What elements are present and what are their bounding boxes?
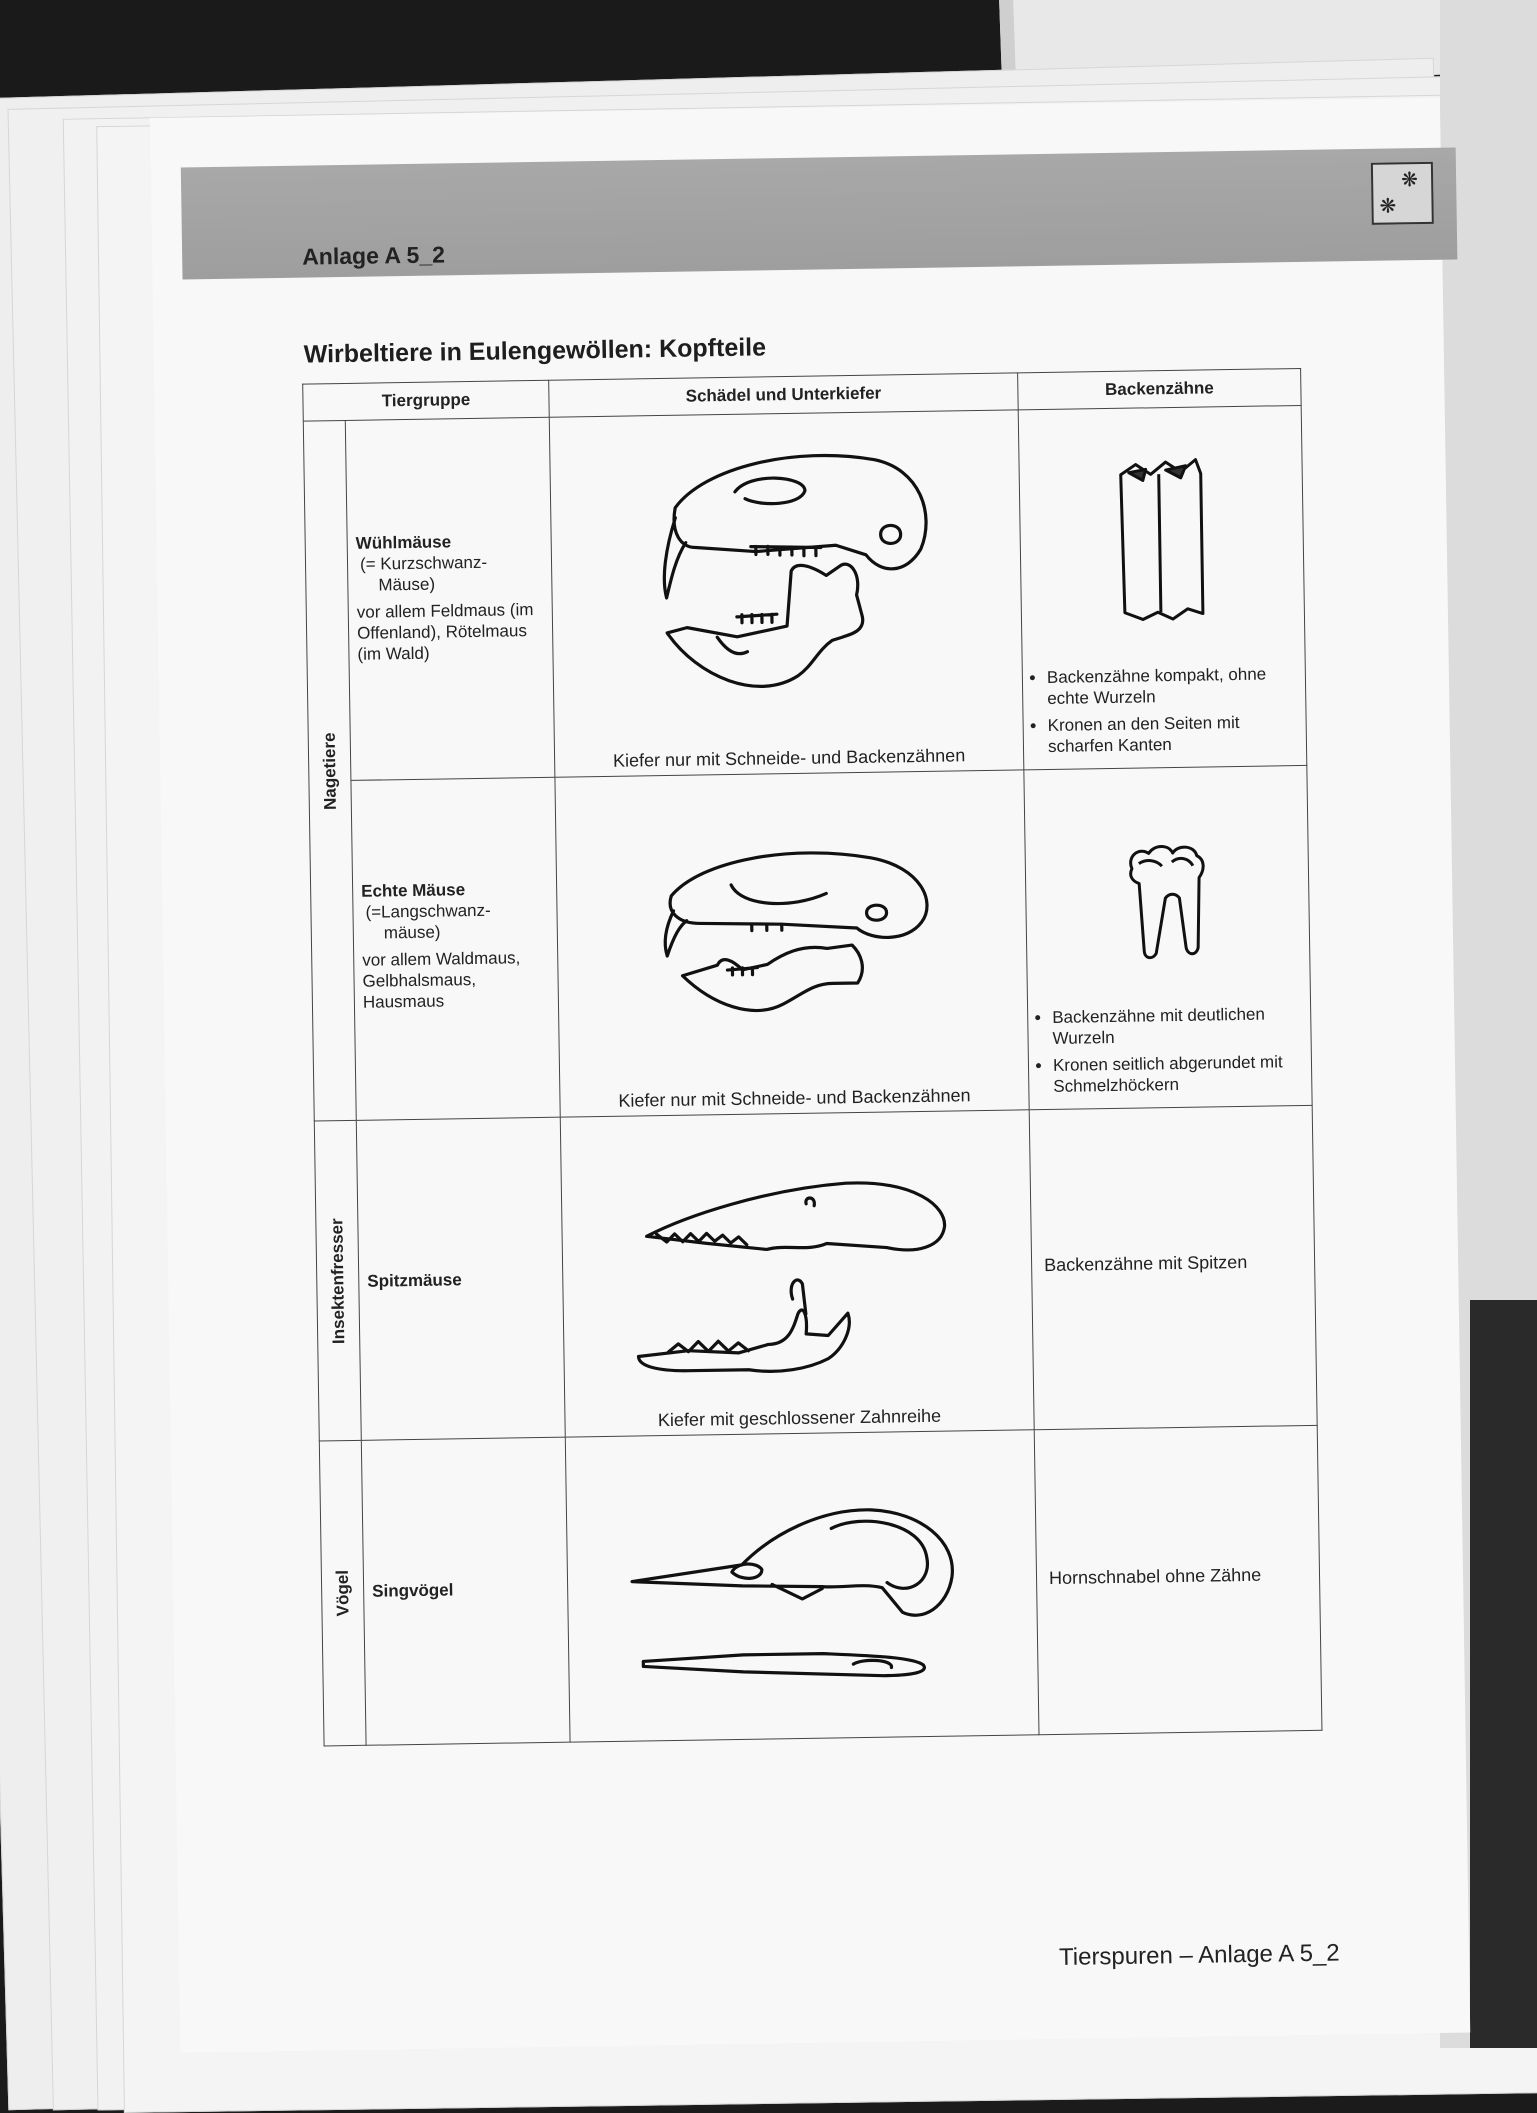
songbird-skull-drawing: [621, 1486, 984, 1712]
page-title: Wirbeltiere in Eulengewöllen: Kopfteile: [303, 333, 767, 369]
teeth-cell: [1029, 1105, 1317, 1429]
animal-name: Echte Mäuse: [361, 880, 466, 901]
animal-name-cell: [345, 417, 555, 780]
group-label: Nagetiere: [319, 731, 340, 810]
tooth-note: Backenzähne mit Spitzen: [1043, 1251, 1248, 1276]
table-row: [303, 405, 1307, 781]
skull-cell: [549, 410, 1024, 777]
worksheet-page: [150, 98, 1470, 2053]
group-label: Insektenfresser: [326, 1217, 348, 1344]
teeth-cell: [1018, 405, 1307, 769]
paw-print-icon: ❋: [1379, 195, 1397, 218]
animal-name-cell: [361, 1437, 570, 1745]
animal-synonym: Mäuse): [378, 574, 436, 595]
tooth-note: Hornschnabel ohne Zähne: [1048, 1564, 1262, 1589]
mouse-molar-drawing: [1116, 837, 1218, 969]
table-row: [309, 765, 1312, 1121]
teeth-cell: [1024, 765, 1312, 1109]
animal-examples: vor allem Waldmaus, Gelbhalsmaus, Hausmaus: [362, 948, 521, 1012]
animal-examples: vor allem Feldmaus (im Offenland), Rötelmaus (im Wald): [356, 600, 534, 664]
group-cell-insektenfresser: [314, 1120, 361, 1441]
tooth-note: • Backenzähne kompakt, ohne echte Wurzeln: [1047, 663, 1300, 709]
vole-molar-drawing: [1100, 443, 1223, 635]
skull-caption: Kiefer nur mit Schneide- und Backenzähnen: [618, 1085, 971, 1111]
column-header-tiergruppe: Tiergruppe: [303, 380, 550, 421]
tooth-note: • Kronen seitlich abgerundet mit Schmelzhöckern: [1053, 1051, 1306, 1097]
animal-name-cell: [356, 1117, 565, 1440]
group-cell-voegel: [319, 1440, 366, 1746]
tooth-notes: [1033, 663, 1300, 763]
animal-synonym: mäuse): [383, 922, 441, 943]
skull-caption: Kiefer mit geschlossener Zahnreihe: [657, 1405, 942, 1431]
vole-skull-drawing: [634, 434, 939, 739]
tooth-note: • Kronen an den Seiten mit scharfen Kanten: [1048, 711, 1301, 757]
column-header-backenzaehne: Backenzähne: [1018, 368, 1302, 409]
animal-synonym: (= Kurzschwanz-: [359, 552, 488, 574]
skull-cell: [565, 1430, 1039, 1742]
skull-cell: [555, 770, 1029, 1117]
table-row: [319, 1425, 1322, 1746]
animal-name-cell: [351, 777, 560, 1120]
appendix-label: Anlage A 5_2: [301, 241, 446, 270]
animal-name: Spitzmäuse: [367, 1270, 462, 1291]
owl-pellet-skull-table: [302, 368, 1322, 1747]
teeth-cell: [1034, 1425, 1322, 1734]
tooth-note: • Backenzähne mit deutlichen Wurzeln: [1052, 1003, 1305, 1049]
group-label: Vögel: [332, 1569, 353, 1617]
skull-caption: Kiefer nur mit Schneide- und Backenzähnen: [612, 745, 966, 771]
page-footer: Tierspuren – Anlage A 5_2: [1058, 1939, 1340, 1971]
animal-name: Singvögel: [372, 1580, 454, 1601]
mouse-skull-drawing: [640, 832, 943, 1057]
paw-print-icon: ❋: [1400, 169, 1419, 192]
animal-synonym: (=Langschwanz-: [365, 900, 491, 922]
table-row: [314, 1105, 1317, 1441]
skull-cell: [560, 1110, 1034, 1437]
tooth-notes: [1038, 1003, 1305, 1103]
animal-tracks-icon: [1371, 162, 1434, 225]
shrew-skull-drawing: [626, 1161, 969, 1386]
animal-name: Wühlmäuse: [355, 532, 452, 553]
column-header-schaedel: Schädel und Unterkiefer: [549, 373, 1019, 417]
